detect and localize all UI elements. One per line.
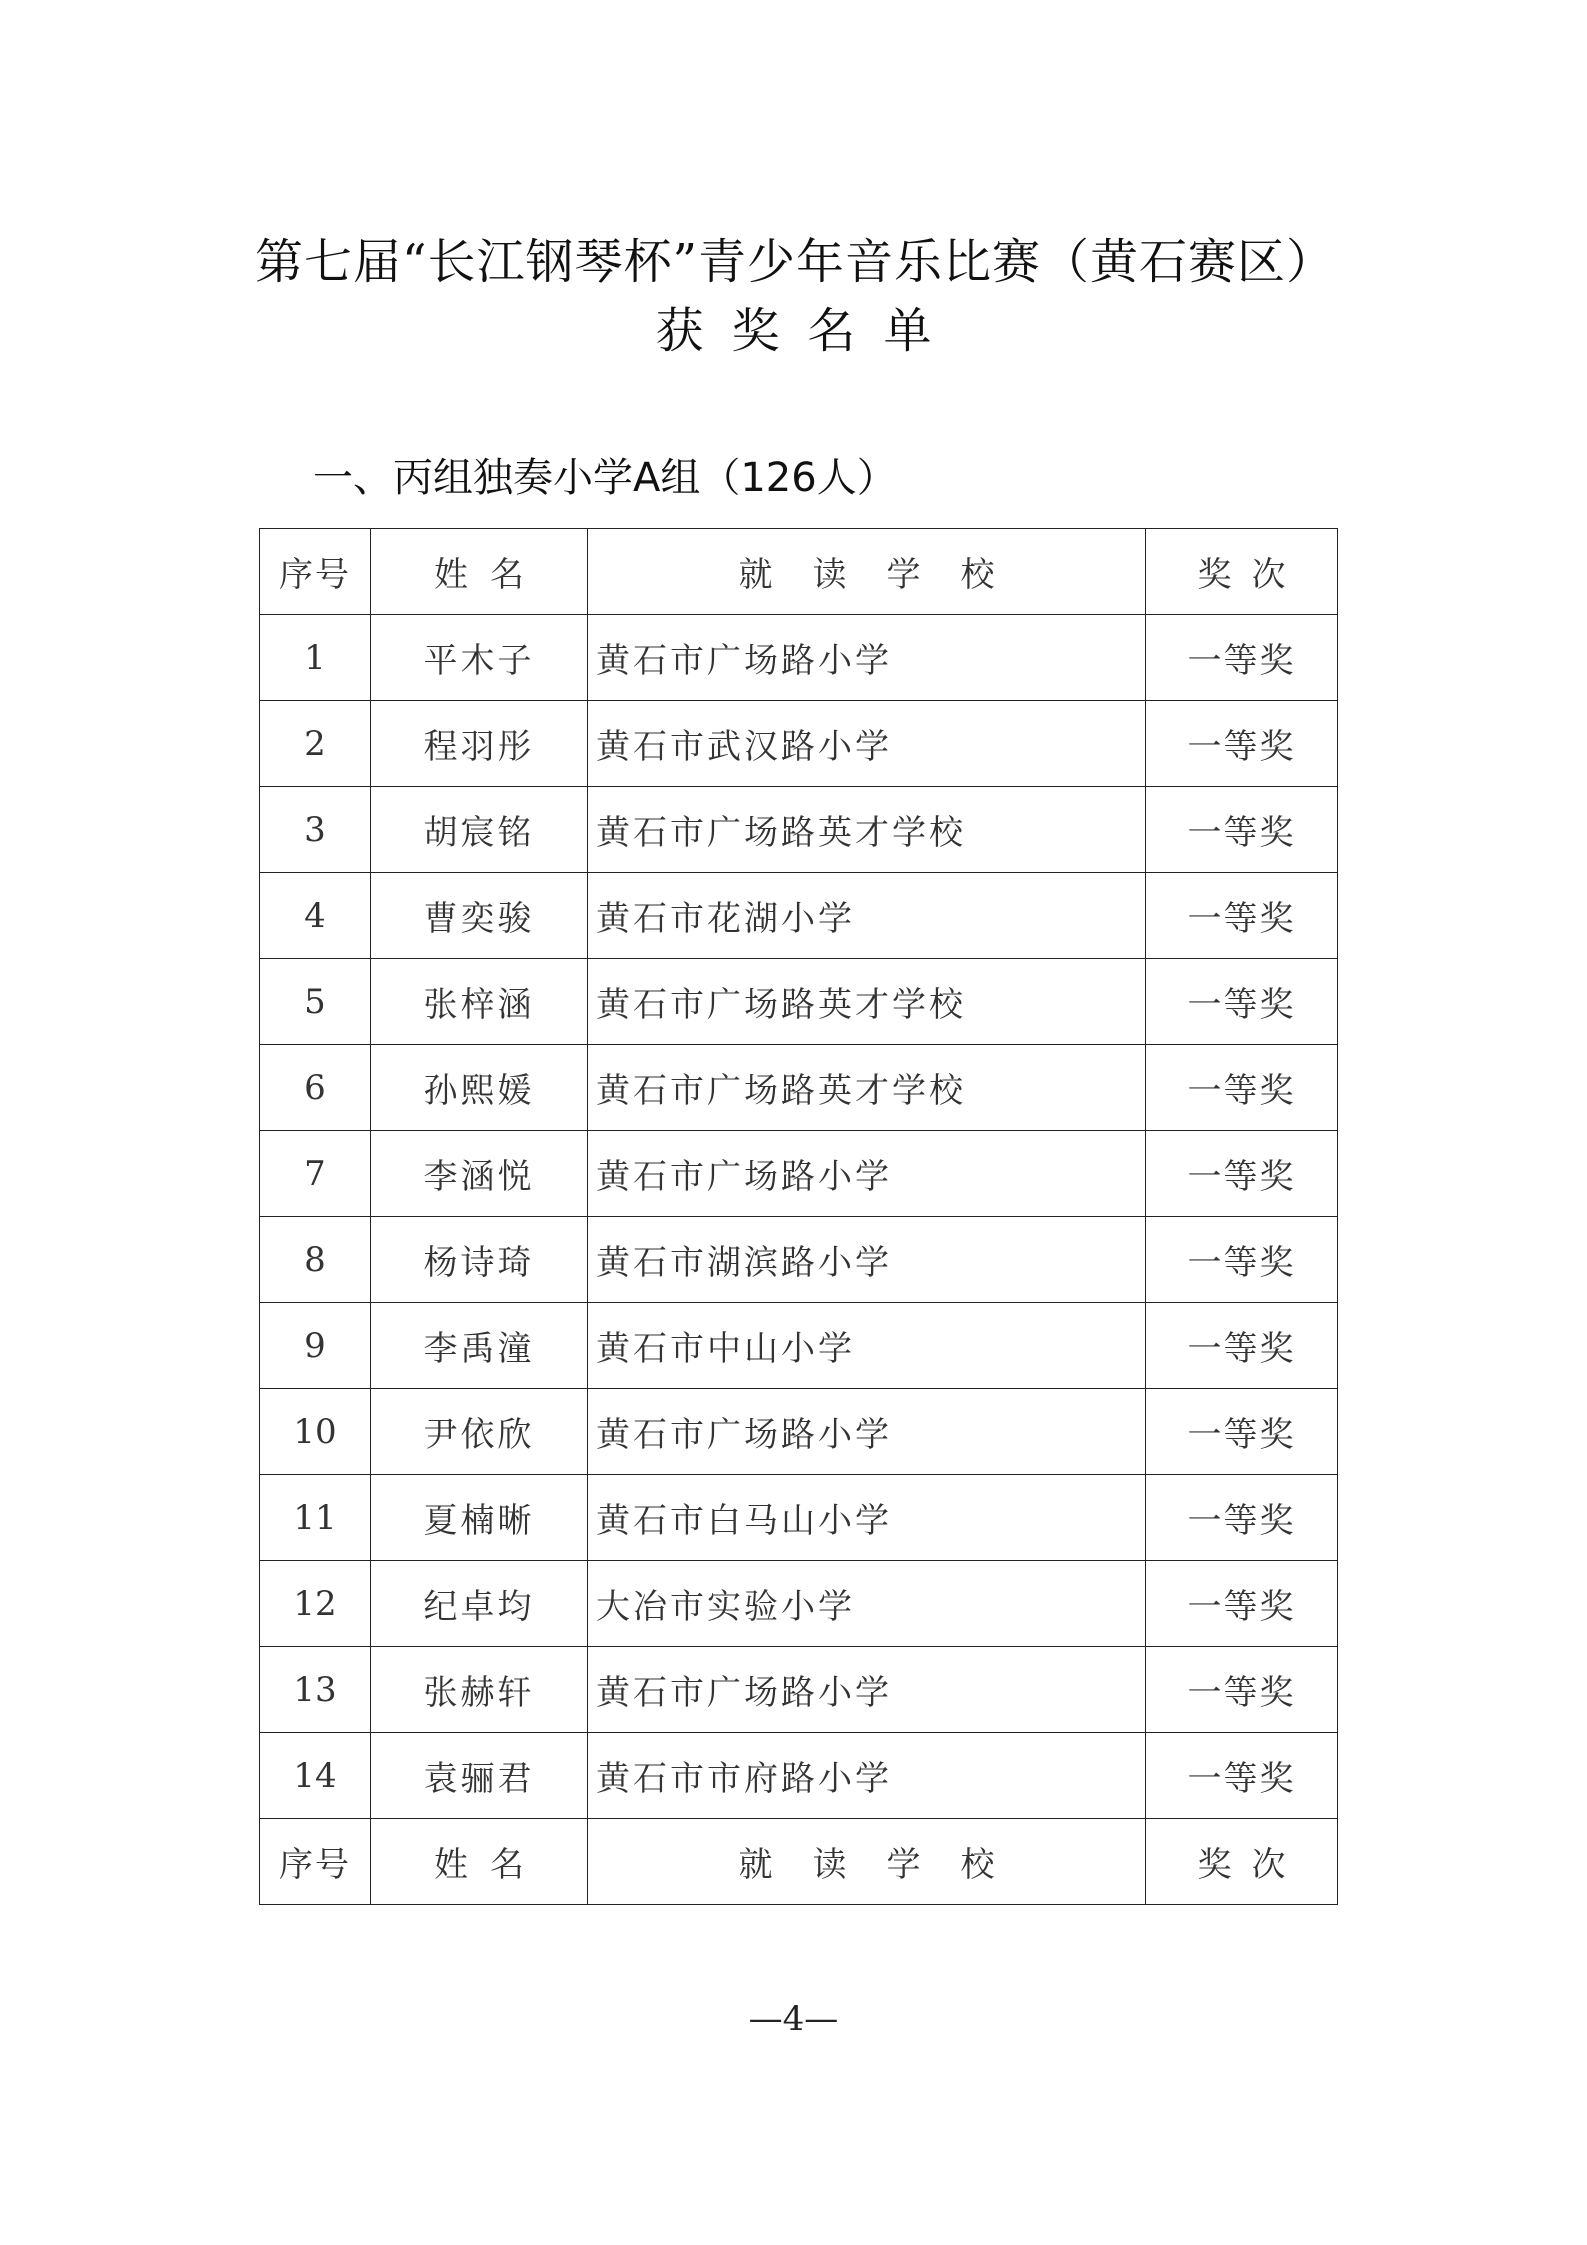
table-footer-header-row <box>260 1819 1338 1905</box>
school-name: 黄石市广场路小学 <box>588 1647 1146 1733</box>
footer-header-school: 就读学校 <box>588 1819 1146 1905</box>
row-number: 7 <box>260 1131 371 1217</box>
row-number: 8 <box>260 1217 371 1303</box>
school-name: 黄石市广场路英才学校 <box>588 959 1146 1045</box>
table-header-row <box>260 529 1338 615</box>
header-name: 姓名 <box>371 529 588 615</box>
table-row <box>260 1647 1338 1733</box>
winner-name: 李涵悦 <box>371 1131 588 1217</box>
header-school: 就读学校 <box>588 529 1146 615</box>
document-subtitle: 获奖名单 <box>655 303 960 359</box>
table-row <box>260 1561 1338 1647</box>
row-number: 5 <box>260 959 371 1045</box>
school-name: 黄石市中山小学 <box>588 1303 1146 1389</box>
table-row <box>260 873 1338 959</box>
row-number: 6 <box>260 1045 371 1131</box>
award-level: 一等奖 <box>1146 873 1338 959</box>
winner-name: 袁骊君 <box>371 1733 588 1819</box>
table-row <box>260 1475 1338 1561</box>
winner-name: 夏楠晰 <box>371 1475 588 1561</box>
award-level: 一等奖 <box>1146 1475 1338 1561</box>
table-row <box>260 959 1338 1045</box>
award-level: 一等奖 <box>1146 1131 1338 1217</box>
row-number: 11 <box>260 1475 371 1561</box>
school-name: 黄石市广场路小学 <box>588 615 1146 701</box>
table-row <box>260 1733 1338 1819</box>
table-row <box>260 701 1338 787</box>
row-number: 4 <box>260 873 371 959</box>
table-row <box>260 1217 1338 1303</box>
award-level: 一等奖 <box>1146 787 1338 873</box>
row-number: 2 <box>260 701 371 787</box>
award-level: 一等奖 <box>1146 1561 1338 1647</box>
footer-header-number: 序号 <box>260 1819 371 1905</box>
table-row <box>260 615 1338 701</box>
row-number: 12 <box>260 1561 371 1647</box>
table-row <box>260 1045 1338 1131</box>
award-level: 一等奖 <box>1146 701 1338 787</box>
school-name: 黄石市广场路小学 <box>588 1389 1146 1475</box>
award-level: 一等奖 <box>1146 615 1338 701</box>
school-name: 大冶市实验小学 <box>588 1561 1146 1647</box>
award-level: 一等奖 <box>1146 1733 1338 1819</box>
winner-name: 胡宸铭 <box>371 787 588 873</box>
awards-table <box>259 528 1338 1905</box>
award-level: 一等奖 <box>1146 1389 1338 1475</box>
winner-name: 纪卓均 <box>371 1561 588 1647</box>
school-name: 黄石市花湖小学 <box>588 873 1146 959</box>
school-name: 黄石市广场路英才学校 <box>588 1045 1146 1131</box>
document-title: 第七届“长江钢琴杯”青少年音乐比赛（黄石赛区） <box>254 234 1336 290</box>
award-level: 一等奖 <box>1146 1647 1338 1733</box>
school-name: 黄石市湖滨路小学 <box>588 1217 1146 1303</box>
header-number: 序号 <box>260 529 371 615</box>
award-level: 一等奖 <box>1146 1045 1338 1131</box>
winner-name: 杨诗琦 <box>371 1217 588 1303</box>
winner-name: 平木子 <box>371 615 588 701</box>
winner-name: 张梓涵 <box>371 959 588 1045</box>
row-number: 13 <box>260 1647 371 1733</box>
row-number: 9 <box>260 1303 371 1389</box>
winner-name: 尹依欣 <box>371 1389 588 1475</box>
header-award: 奖次 <box>1146 529 1338 615</box>
table-row <box>260 1131 1338 1217</box>
table-row <box>260 787 1338 873</box>
section-heading: 一、丙组独奏小学A组（126人） <box>313 455 897 501</box>
winner-name: 曹奕骏 <box>371 873 588 959</box>
school-name: 黄石市广场路小学 <box>588 1131 1146 1217</box>
school-name: 黄石市广场路英才学校 <box>588 787 1146 873</box>
awards-table-body <box>260 529 1338 1905</box>
page-number: —4— <box>748 1999 839 2039</box>
winner-name: 张赫轩 <box>371 1647 588 1733</box>
winner-name: 程羽彤 <box>371 701 588 787</box>
school-name: 黄石市白马山小学 <box>588 1475 1146 1561</box>
winner-name: 孙熙媛 <box>371 1045 588 1131</box>
award-level: 一等奖 <box>1146 1217 1338 1303</box>
school-name: 黄石市武汉路小学 <box>588 701 1146 787</box>
award-level: 一等奖 <box>1146 1303 1338 1389</box>
row-number: 10 <box>260 1389 371 1475</box>
winner-name: 李禹潼 <box>371 1303 588 1389</box>
footer-header-name: 姓名 <box>371 1819 588 1905</box>
award-level: 一等奖 <box>1146 959 1338 1045</box>
row-number: 3 <box>260 787 371 873</box>
table-row <box>260 1303 1338 1389</box>
table-row <box>260 1389 1338 1475</box>
row-number: 14 <box>260 1733 371 1819</box>
footer-header-award: 奖次 <box>1146 1819 1338 1905</box>
row-number: 1 <box>260 615 371 701</box>
school-name: 黄石市市府路小学 <box>588 1733 1146 1819</box>
